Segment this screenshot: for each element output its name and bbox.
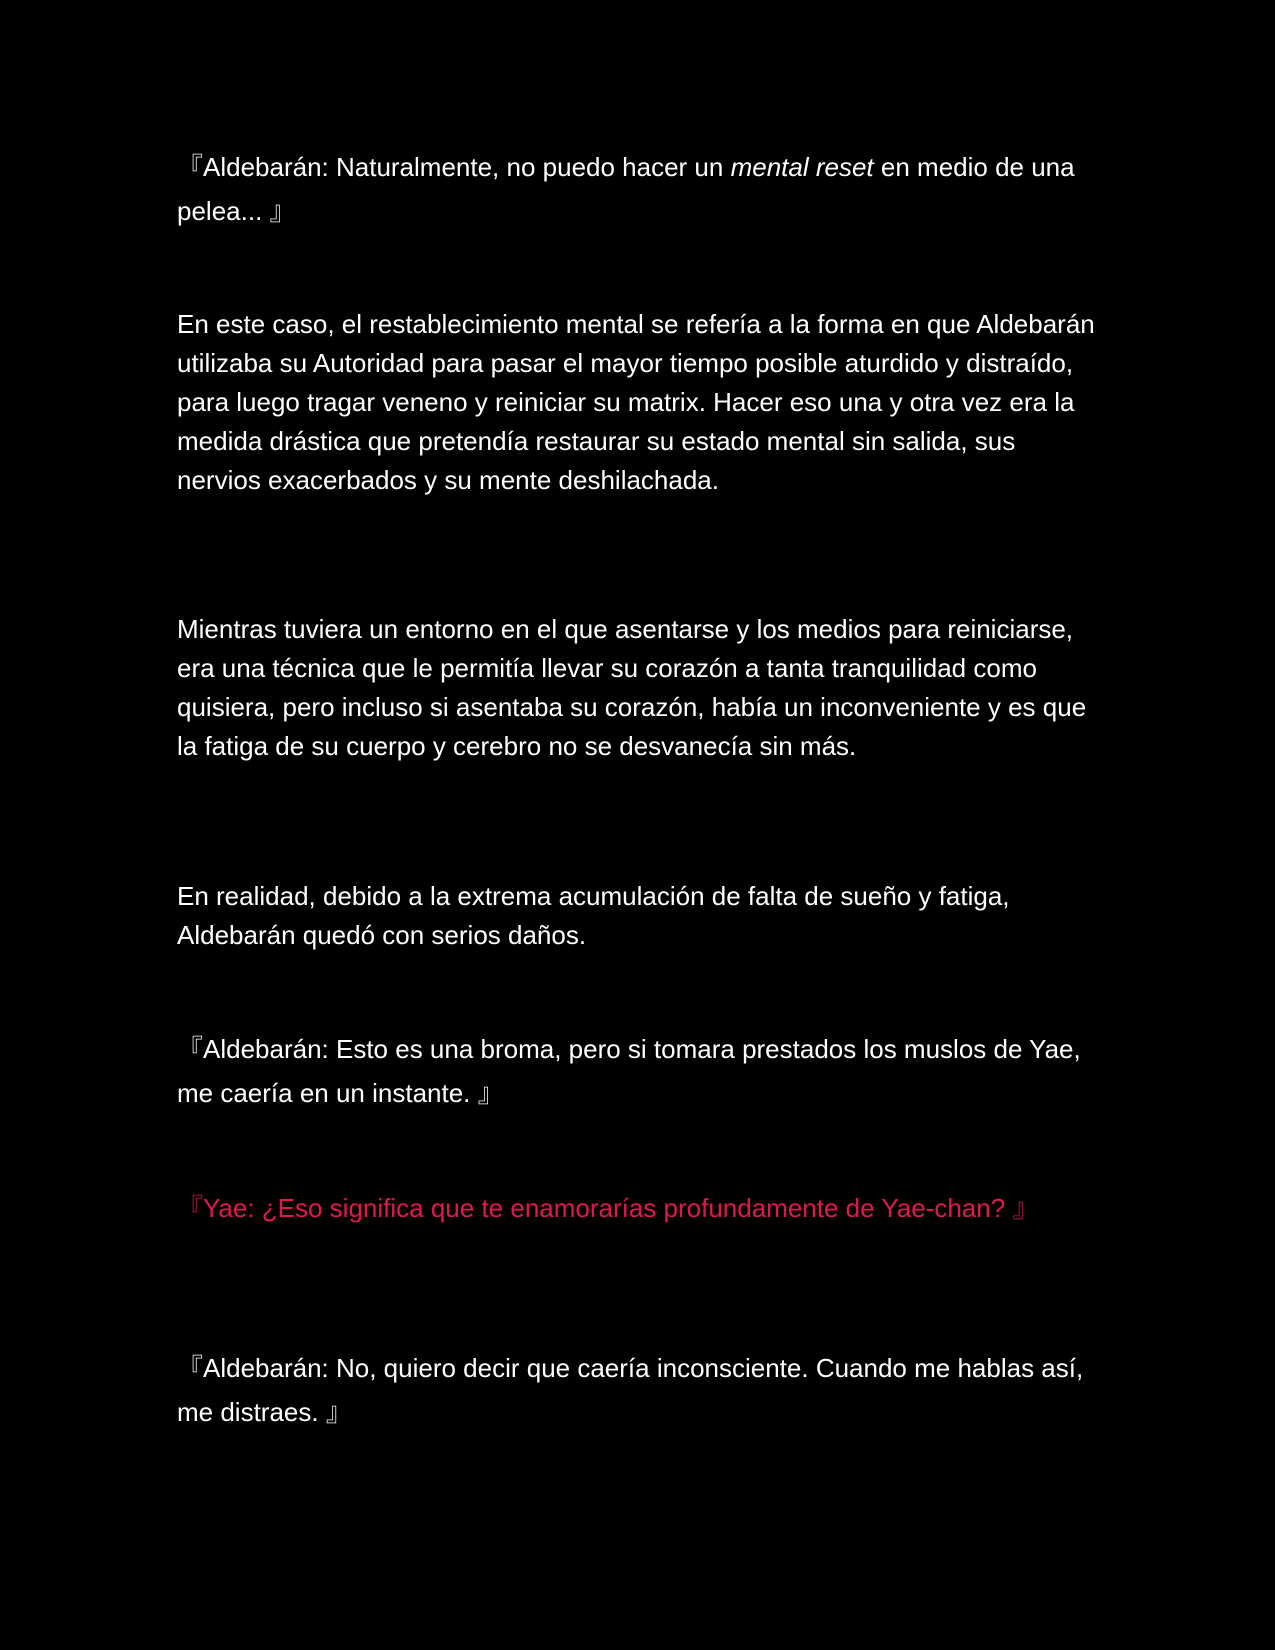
dialogue-aldebaran-1 [177, 145, 1097, 233]
narration-paragraph-3: En realidad, debido a la extrema acumulación de falta de sueño y fatiga, Aldebarán quedó con serios daños. [177, 881, 1010, 950]
emphasized-phrase: mental reset [730, 152, 874, 182]
document-page [177, 0, 1097, 1650]
narration-paragraph-2: Mientras tuviera un entorno en el que asentarse y los medios para reiniciarse, era una técnica que le permitía llevar su corazón a tanta tranquilidad como quisiera, pero incluso si asentaba su corazón, había un inconveniente y es que la fatiga de su cuerpo y cerebro no se desvanecía sin más. [177, 614, 1087, 761]
narration-paragraph-1: En este caso, el restablecimiento mental se refería a la forma en que Aldebarán utilizaba su Autoridad para pasar el mayor tiempo posible aturdido y distraído, para luego tragar veneno y reiniciar su matrix. Hacer eso una y otra vez era la medida drástica que pretendía restaurar su estado mental sin salida, sus nervios exacerbados y su mente deshilachada. [177, 309, 1095, 495]
dialogue-yae: 『Yae: ¿Eso significa que te enamorarías profundamente de Yae-chan? 』 [177, 1193, 1039, 1223]
dialogue-aldebaran-3: 『Aldebarán: No, quiero decir que caería inconsciente. Cuando me hablas así, me distraes. 』 [177, 1353, 1084, 1427]
dialogue-aldebaran-2: 『Aldebarán: Esto es una broma, pero si tomara prestados los muslos de Yae, me caería en un instante. 』 [177, 1034, 1081, 1108]
dialogue-text-before: 『Aldebarán: Naturalmente, no puedo hacer un [177, 152, 731, 182]
dialogue-text-after: en medio de una pelea... 』 [177, 152, 1075, 226]
